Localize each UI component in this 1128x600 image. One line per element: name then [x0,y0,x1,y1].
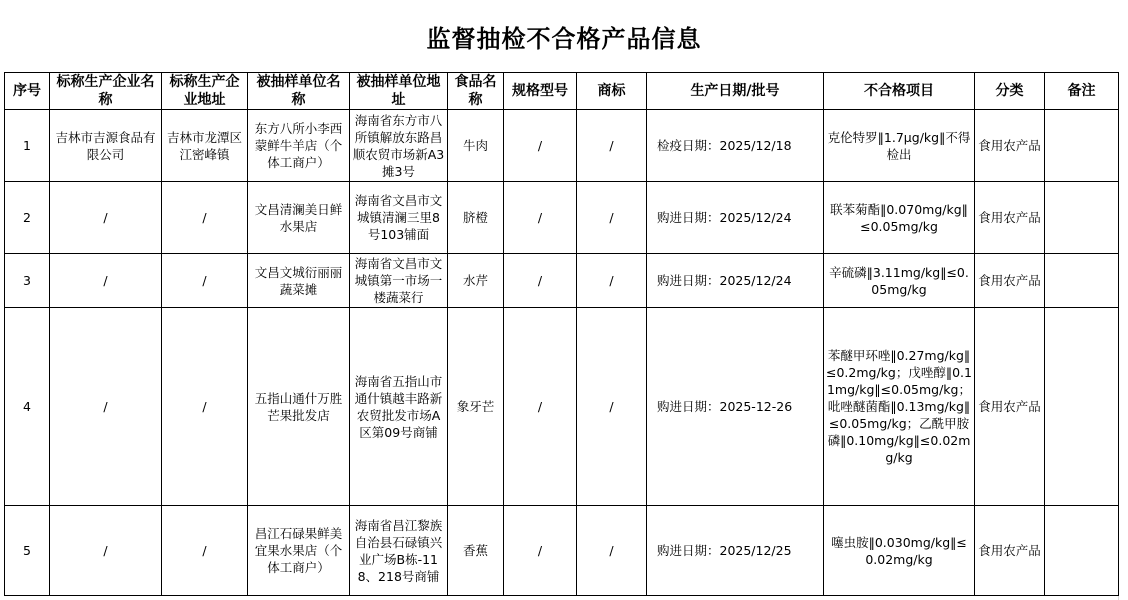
cell-category: 食用农产品 [975,254,1045,308]
cell-sampled-unit: 五指山通什万胜芒果批发店 [248,308,350,506]
cell-item: 苯醚甲环唑‖0.27mg/kg‖≤0.2mg/kg；戊唑醇‖0.11mg/kg‖≤0.05mg/kg；吡唑醚菌酯‖0.13mg/kg‖≤0.05mg/kg；乙酰甲胺磷‖0.10mg/kg‖≤0.02mg/kg [824,308,975,506]
cell-sampled-addr: 海南省五指山市通什镇越丰路新农贸批发市场A区第09号商铺 [350,308,448,506]
table-row [5,506,1119,596]
header-cell-sampled-unit: 被抽样单位名称 [248,73,350,110]
cell-food: 水芹 [448,254,504,308]
table-row [5,182,1119,254]
cell-brand: / [577,506,647,596]
cell-remark [1045,182,1119,254]
header-cell-producer: 标称生产企业名称 [50,73,162,110]
header-cell-remark: 备注 [1045,73,1119,110]
header-cell-category: 分类 [975,73,1045,110]
cell-date: 购进日期：2025/12/24 [647,254,824,308]
header-cell-no: 序号 [5,73,50,110]
header-cell-producer-addr: 标称生产企业地址 [162,73,248,110]
table-row [5,110,1119,182]
header-cell-food: 食品名称 [448,73,504,110]
header-row [5,73,1119,110]
cell-food: 象牙芒 [448,308,504,506]
table-row [5,254,1119,308]
cell-category: 食用农产品 [975,110,1045,182]
cell-category: 食用农产品 [975,182,1045,254]
cell-no: 1 [5,110,50,182]
cell-producer-addr: / [162,254,248,308]
results-table [4,72,1119,596]
cell-date: 购进日期：2025/12/25 [647,506,824,596]
cell-item: 辛硫磷‖3.11mg/kg‖≤0.05mg/kg [824,254,975,308]
cell-producer-addr: / [162,308,248,506]
cell-brand: / [577,182,647,254]
table-row [5,308,1119,506]
cell-food: 香蕉 [448,506,504,596]
cell-item: 克伦特罗‖1.7μg/kg‖不得检出 [824,110,975,182]
cell-item: 噻虫胺‖0.030mg/kg‖≤0.02mg/kg [824,506,975,596]
cell-item: 联苯菊酯‖0.070mg/kg‖≤0.05mg/kg [824,182,975,254]
header-cell-sampled-addr: 被抽样单位地址 [350,73,448,110]
cell-producer: / [50,182,162,254]
cell-no: 5 [5,506,50,596]
cell-brand: / [577,110,647,182]
cell-spec: / [504,182,577,254]
cell-no: 2 [5,182,50,254]
grid-line [1118,72,1128,600]
cell-spec: / [504,254,577,308]
header-cell-brand: 商标 [577,73,647,110]
cell-date: 检疫日期：2025/12/18 [647,110,824,182]
cell-sampled-unit: 东方八所小李西蒙鲜牛羊店（个体工商户） [248,110,350,182]
cell-remark [1045,308,1119,506]
cell-producer: 吉林市吉源食品有限公司 [50,110,162,182]
cell-sampled-unit: 文昌文城衍丽丽蔬菜摊 [248,254,350,308]
cell-spec: / [504,110,577,182]
cell-remark [1045,506,1119,596]
cell-date: 购进日期：2025/12/24 [647,182,824,254]
cell-spec: / [504,308,577,506]
cell-sampled-addr: 海南省东方市八所镇解放东路昌顺农贸市场新A3摊3号 [350,110,448,182]
cell-food: 脐橙 [448,182,504,254]
header-cell-date: 生产日期/批号 [647,73,824,110]
cell-producer-addr: / [162,182,248,254]
cell-sampled-addr: 海南省文昌市文城镇清澜三里8号103铺面 [350,182,448,254]
header-cell-spec: 规格型号 [504,73,577,110]
cell-brand: / [577,254,647,308]
cell-sampled-unit: 文昌清澜美日鲜水果店 [248,182,350,254]
cell-producer-addr: / [162,506,248,596]
cell-remark [1045,254,1119,308]
cell-producer: / [50,254,162,308]
cell-no: 3 [5,254,50,308]
page-title: 监督抽检不合格产品信息 [426,24,702,53]
cell-category: 食用农产品 [975,506,1045,596]
cell-sampled-unit: 昌江石碌果鲜美宜果水果店（个体工商户） [248,506,350,596]
cell-sampled-addr: 海南省文昌市文城镇第一市场一楼蔬菜行 [350,254,448,308]
cell-producer: / [50,308,162,506]
cell-producer: / [50,506,162,596]
cell-producer-addr: 吉林市龙潭区江密峰镇 [162,110,248,182]
cell-brand: / [577,308,647,506]
cell-food: 牛肉 [448,110,504,182]
cell-no: 4 [5,308,50,506]
cell-sampled-addr: 海南省昌江黎族自治县石碌镇兴业广场B栋-118、218号商铺 [350,506,448,596]
cell-category: 食用农产品 [975,308,1045,506]
cell-date: 购进日期：2025-12-26 [647,308,824,506]
cell-remark [1045,110,1119,182]
header-cell-item: 不合格项目 [824,73,975,110]
cell-spec: / [504,506,577,596]
